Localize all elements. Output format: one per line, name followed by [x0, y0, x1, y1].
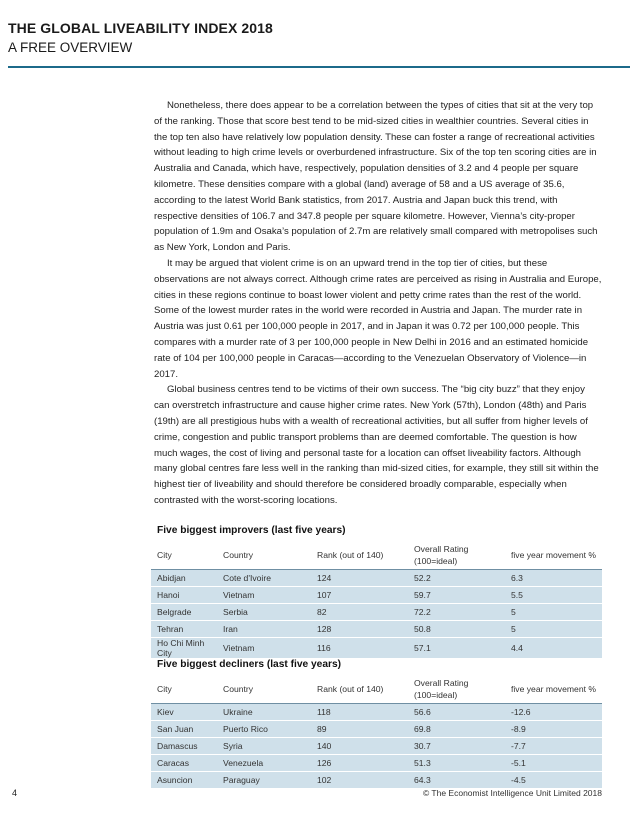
report-title: THE GLOBAL LIVEABILITY INDEX 2018	[8, 20, 273, 36]
table-row	[151, 604, 602, 621]
column-header-movement: five year movement %	[505, 675, 602, 704]
table-cell: 52.2	[408, 570, 505, 587]
table-cell: 4.4	[505, 638, 602, 659]
table-cell: 116	[311, 638, 408, 659]
table-row	[151, 755, 602, 772]
table-cell: 5	[505, 621, 602, 638]
decliners-table	[151, 675, 602, 789]
copyright: © The Economist Intelligence Unit Limited 2018	[422, 788, 602, 798]
table-cell: 69.8	[408, 721, 505, 738]
table-cell: Venezuela	[217, 755, 311, 772]
page-number: 4	[12, 788, 18, 798]
column-header-rank: Rank (out of 140)	[311, 541, 408, 570]
table-cell: -5.1	[505, 755, 602, 772]
column-header-city: City	[151, 675, 217, 704]
table-row	[151, 721, 602, 738]
header-rule	[8, 66, 630, 68]
table-cell: Syria	[217, 738, 311, 755]
table-row	[151, 738, 602, 755]
table-cell: 6.3	[505, 570, 602, 587]
table-cell: Puerto Rico	[217, 721, 311, 738]
table-cell: 5.5	[505, 587, 602, 604]
report-subtitle: A FREE OVERVIEW	[8, 40, 133, 55]
column-header-rank: Rank (out of 140)	[311, 675, 408, 704]
report-header	[8, 20, 273, 55]
table-cell: Damascus	[151, 738, 217, 755]
improvers-table-title: Five biggest improvers (last five years)	[157, 525, 346, 536]
table-cell: 57.1	[408, 638, 505, 659]
table-cell: Ukraine	[217, 704, 311, 721]
column-header-country: Country	[217, 541, 311, 570]
rating-header-line2: (100=ideal)	[414, 556, 458, 566]
table-cell: Paraguay	[217, 772, 311, 789]
table-row	[151, 621, 602, 638]
paragraph: Nonetheless, there does appear to be a correlation between the types of cities that sit at the very top of the ranking. Those that score best tend to be mid-sized cities in wealthier countries. Several cities in the top ten also have relatively low population density. These can foster a range of recreational activities without leading to high crime levels or overburdened infrastructure. Six of the top ten scoring cities are in Australia and Canada, which have, respectively, population densities of 3.2 and 4 people per square kilometre. These densities compare with a global (land) average of 58 and a US average of 35.6, according to the latest World Bank statistics, from 2017. Austria and Japan buck this trend, with respective densities of 106.7 and 347.8 people per square kilometre. However, Vienna’s city-proper population of 1.9m and Osaka’s population of 2.7m are relatively small compared with metropolises such as New York, London and Paris.	[154, 100, 598, 254]
table-cell: Caracas	[151, 755, 217, 772]
column-header-city: City	[151, 541, 217, 570]
table-cell: Cote d'Ivoire	[217, 570, 311, 587]
table-row	[151, 704, 602, 721]
table-cell: 51.3	[408, 755, 505, 772]
body-text	[154, 98, 602, 509]
table-cell: -4.5	[505, 772, 602, 789]
table-cell: 128	[311, 621, 408, 638]
table-cell: Vietnam	[217, 587, 311, 604]
rating-header-line1: Overall Rating	[414, 544, 469, 554]
improvers-rows	[151, 570, 602, 659]
rating-header-line2: (100=ideal)	[414, 690, 458, 700]
table-cell: 56.6	[408, 704, 505, 721]
table-cell: -12.6	[505, 704, 602, 721]
table-cell: 140	[311, 738, 408, 755]
table-cell: Belgrade	[151, 604, 217, 621]
decliners-table-title: Five biggest decliners (last five years)	[157, 659, 342, 670]
table-cell: Asuncion	[151, 772, 217, 789]
column-header-rating	[408, 541, 505, 570]
table-cell: Hanoi	[151, 587, 217, 604]
decliners-rows	[151, 704, 602, 789]
table-cell: 59.7	[408, 587, 505, 604]
paragraph: It may be argued that violent crime is on an upward trend in the top tier of cities, but these observations are not always correct. Although crime rates are perceived as rising in Australia and Europe, cities in these regions continue to boast lower violent and petty crime rates than the rest of the world. Some of the lowest murder rates in the world were recorded in Austria and Japan. The murder rate in Austria was just 0.61 per 100,000 people in 2017, and in Japan it was 0.72 per 100,000 people. This compares with a murder rate of 3 per 100,000 people in New Delhi in 2016 and an estimated homicide rate of 104 per 100,000 people in Caracas—according to the Venezuelan Observatory of Violence—in 2017.	[154, 257, 602, 380]
table-cell: 50.8	[408, 621, 505, 638]
table-cell: Vietnam	[217, 638, 311, 659]
table-cell: Ho Chi Minh City	[151, 638, 217, 659]
column-header-rating	[408, 675, 505, 704]
table-cell: 89	[311, 721, 408, 738]
table-row	[151, 772, 602, 789]
table-cell: Abidjan	[151, 570, 217, 587]
column-header-country: Country	[217, 675, 311, 704]
table-cell: 107	[311, 587, 408, 604]
table-cell: 30.7	[408, 738, 505, 755]
table-cell: -8.9	[505, 721, 602, 738]
column-header-movement: five year movement %	[505, 541, 602, 570]
table-row	[151, 638, 602, 659]
table-cell: 5	[505, 604, 602, 621]
paragraph: Global business centres tend to be victims of their own success. The “big city buzz” that they enjoy can overstretch infrastructure and cause higher crime rates. New York (57th), London (48th) and Paris (19th) are all prestigious hubs with a wealth of recreational activities, but all suffer from higher levels of crime, congestion and public transport problems than are deemed comfortable. The question is how much wages, the cost of living and personal taste for a location can offset liveability factors. Although many global centres fare less well in the ranking than mid-sized cities, for example, they still sit within the highest tier of liveability and should therefore be considered broadly comparable, especially when contrasted with the worst-scoring locations.	[154, 384, 599, 506]
table-cell: 82	[311, 604, 408, 621]
table-cell: Tehran	[151, 621, 217, 638]
table-header-row	[151, 541, 602, 570]
table-cell: 72.2	[408, 604, 505, 621]
table-cell: Iran	[217, 621, 311, 638]
table-cell: 126	[311, 755, 408, 772]
table-cell: Kiev	[151, 704, 217, 721]
table-cell: 118	[311, 704, 408, 721]
table-cell: Serbia	[217, 604, 311, 621]
table-row	[151, 587, 602, 604]
table-header-row	[151, 675, 602, 704]
table-cell: -7.7	[505, 738, 602, 755]
rating-header-line1: Overall Rating	[414, 678, 469, 688]
table-row	[151, 570, 602, 587]
table-cell: 102	[311, 772, 408, 789]
improvers-table	[151, 541, 602, 659]
table-cell: 64.3	[408, 772, 505, 789]
table-cell: 124	[311, 570, 408, 587]
table-cell: San Juan	[151, 721, 217, 738]
